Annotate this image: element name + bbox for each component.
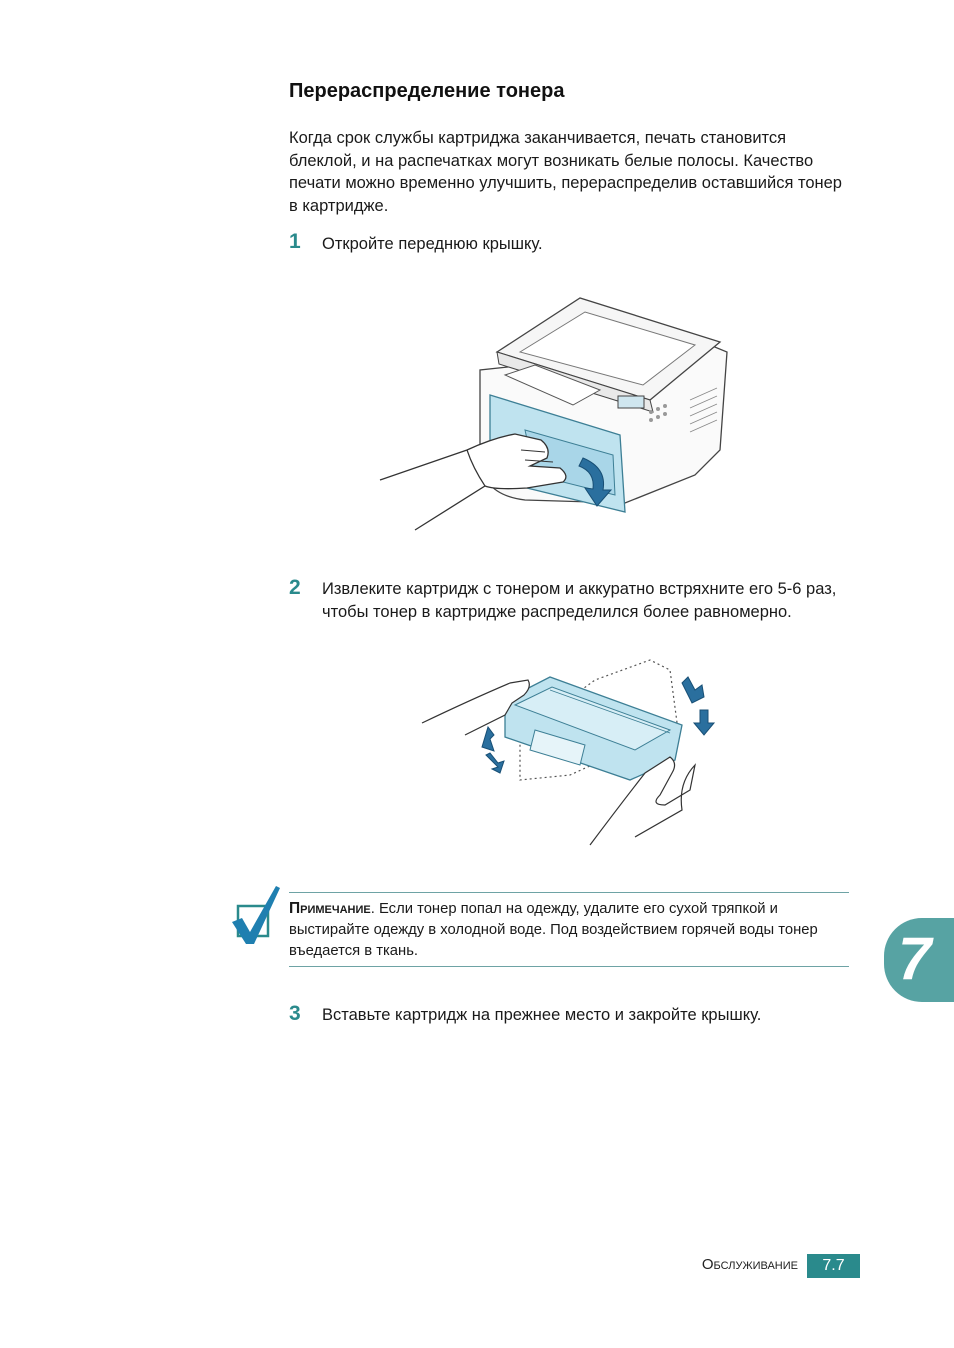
note-text [289, 898, 854, 962]
intro-paragraph: Когда срок службы картриджа заканчивается, печать становится блеклой, и на распечатках могут возникать белые полосы. Качество печати можно временно улучшить, перераспределив оставшийся тонер в картридже. [289, 129, 842, 215]
printer-open-cover-illustration [375, 290, 735, 535]
step-3-number: 3 [289, 1002, 301, 1025]
step-2-text: Извлеките картридж с тонером и аккуратно встряхните его 5-6 раз, чтобы тонер в картридже распределился более равномерно. [322, 580, 837, 621]
note-keyword: Примечание [289, 900, 371, 917]
checkmark-icon [230, 884, 282, 948]
cartridge-shake-illustration [420, 655, 730, 850]
step-1-number: 1 [289, 230, 301, 253]
page-number: 7.7 [807, 1254, 860, 1278]
note-bottom-rule [289, 966, 849, 967]
section-title: Перераспределение тонера [289, 80, 565, 102]
step-3-text: Вставьте картридж на прежнее место и закройте крышку. [322, 1006, 762, 1024]
step-1-text: Откройте переднюю крышку. [322, 235, 543, 253]
note-top-rule [289, 892, 849, 893]
note-body: . Если тонер попал на одежду, удалите его сухой тряпкой и выстирайте одежду в холодной воде. Под воздействием горячей воды тонер въедается в ткань. [289, 901, 818, 959]
chapter-number: 7 [898, 925, 932, 992]
footer-section-label: Обслуживание [701, 1256, 798, 1273]
step-2-number: 2 [289, 576, 301, 599]
